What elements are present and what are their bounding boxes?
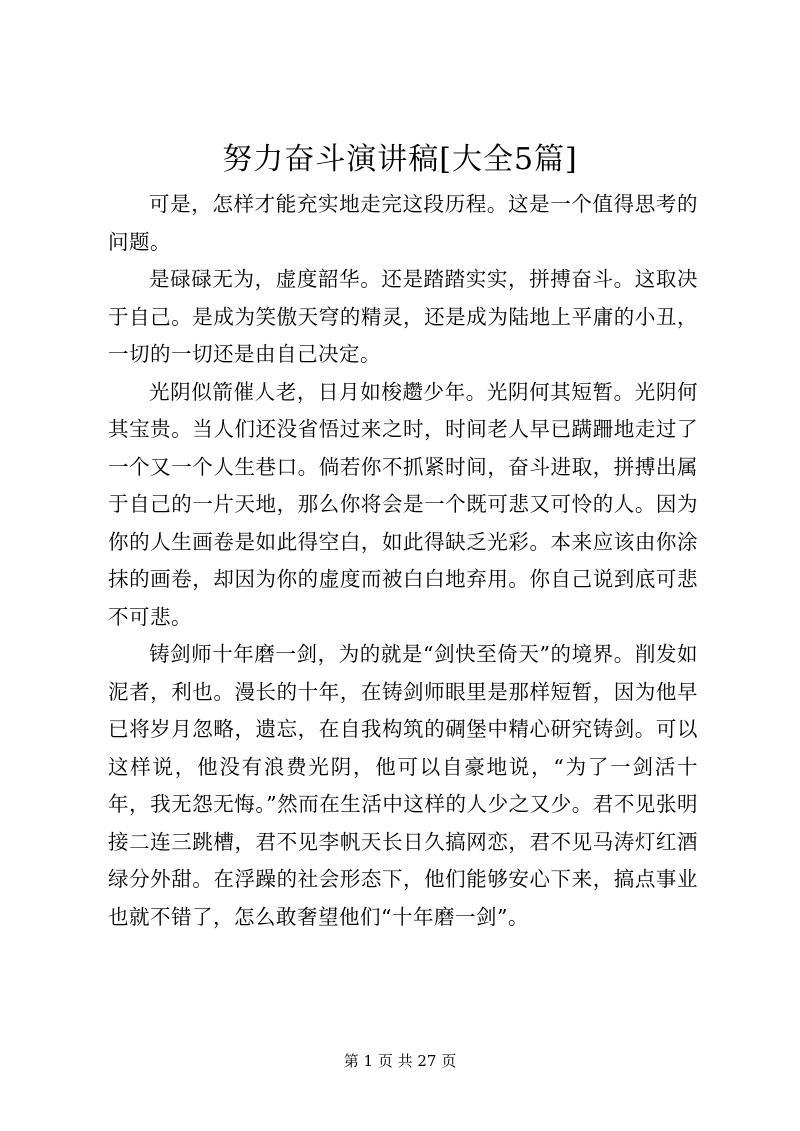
document-title: 努力奋斗演讲稿[大全5篇]	[222, 142, 578, 177]
paragraph-2: 是碌碌无为，虚度韶华。还是踏踏实实，拼搏奋斗。这取决于自己。是成为笑傲天穹的精灵，还是成为陆地上平庸的小丑，一切的一切还是由自己决定。	[108, 267, 698, 366]
page-footer	[0, 1051, 800, 1071]
page-number: 第 1 页 共 27 页	[343, 1052, 457, 1070]
document-body	[108, 186, 698, 936]
paragraph-4: 铸剑师十年磨一剑，为的就是“剑快至倚天”的境界。削发如泥者，利也。漫长的十年，在铸剑师眼里是那样短暂，因为他早已将岁月忽略，遗忘，在自我构筑的碉堡中精心研究铸剑。可以这样说，他没有浪费光阴，他可以自豪地说，“为了一剑活十年，我无怨无悔。”然而在生活中这样的人少之又少。君不见张明接二连三跳槽，君不见李帆天长日久搞网恋，君不见马涛灯红酒绿分外甜。在浮躁的社会形态下，他们能够安心下来，搞点事业也就不错了，怎么敢奢望他们“十年磨一剑”。	[108, 642, 698, 929]
paragraph-3: 光阴似箭催人老，日月如梭趱少年。光阴何其短暂。光阴何其宝贵。当人们还没省悟过来之时，时间老人早已蹒跚地走过了一个又一个人生巷口。倘若你不抓紧时间，奋斗进取，拼搏出属于自己的一片天地，那么你将会是一个既可悲又可怜的人。因为你的人生画卷是如此得空白，如此得缺乏光彩。本来应该由你涂抹的画卷，却因为你的虚度而被白白地弃用。你自己说到底可悲不可悲。	[108, 379, 698, 629]
paragraph-1: 可是，怎样才能充实地走完这段历程。这是一个值得思考的问题。	[108, 192, 698, 254]
